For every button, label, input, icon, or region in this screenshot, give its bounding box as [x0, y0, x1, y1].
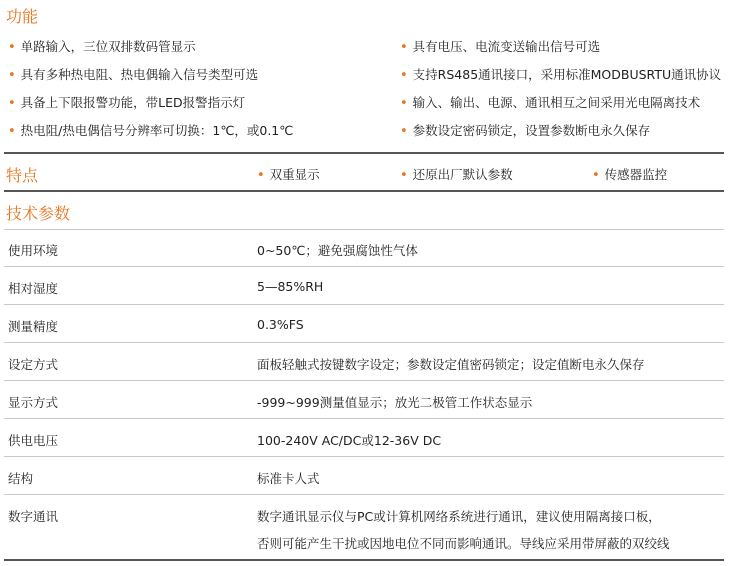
- spec-value: 数字通讯显示仪与PC或计算机网络系统进行通讯，建议使用隔离接口板，: [257, 509, 661, 524]
- row-divider: [4, 418, 724, 419]
- spec-value: 标准卡人式: [257, 471, 320, 486]
- spec-label: 测量精度: [8, 319, 59, 334]
- spec-value: 面板轻触式按键数字设定；参数设定值密码锁定；设定值断电永久保存: [257, 357, 645, 372]
- spec-value: 0.3%FS: [257, 317, 304, 332]
- spec-label: 相对湿度: [8, 281, 59, 296]
- bullet-dot-icon: •: [400, 68, 408, 83]
- bullet-dot-icon: •: [400, 96, 408, 111]
- feature-item: • 单路输入，三位双排数码管显示: [8, 39, 196, 55]
- spec-label: 数字通讯: [8, 509, 59, 524]
- row-divider: [4, 342, 724, 343]
- trait-item: • 还原出厂默认参数: [400, 167, 513, 183]
- feature-item: • 热电阻/热电偶信号分辨率可切换：1℃，或0.1℃: [8, 123, 294, 139]
- feature-item: • 支持RS485通讯接口，采用标准MODBUSRTU通讯协议: [400, 67, 722, 83]
- feature-item: • 输入、输出、电源、通讯相互之间采用光电隔离技术: [400, 95, 701, 111]
- feature-item: • 参数设定密码锁定，设置参数断电永久保存: [400, 123, 651, 139]
- row-divider: [4, 380, 724, 381]
- features-title: 功能: [6, 7, 39, 26]
- spec-label: 设定方式: [8, 357, 59, 372]
- feature-item: • 具有电压、电流变送输出信号可选: [400, 39, 601, 55]
- bullet-dot-icon: •: [8, 40, 16, 55]
- bullet-dot-icon: •: [8, 96, 16, 111]
- bullet-dot-icon: •: [8, 68, 16, 83]
- bullet-dot-icon: •: [400, 124, 408, 139]
- spec-label: 显示方式: [8, 395, 59, 410]
- bullet-dot-icon: •: [400, 40, 408, 55]
- row-divider: [4, 304, 724, 305]
- spec-label: 供电电压: [8, 433, 59, 448]
- bullet-dot-icon: •: [400, 168, 408, 183]
- row-divider: [4, 494, 724, 495]
- bullet-dot-icon: •: [592, 168, 600, 183]
- spec-value: 100-240V AC/DC或12-36V DC: [257, 433, 442, 448]
- spec-value: 0~50℃；避免强腐蚀性气体: [257, 243, 418, 258]
- row-divider: [4, 266, 724, 267]
- spec-value: -999~999测量值显示；放光二极管工作状态显示: [257, 395, 533, 410]
- feature-item: • 具备上下限报警功能，带LED报警指示灯: [8, 95, 246, 111]
- specs-title: 技术参数: [6, 204, 71, 223]
- trait-item: • 传感器监控: [592, 167, 668, 183]
- traits-title: 特点: [6, 166, 39, 185]
- section-divider: [4, 559, 724, 561]
- bullet-dot-icon: •: [8, 124, 16, 139]
- row-divider: [4, 456, 724, 457]
- spec-value-continued: 否则可能产生干扰或因地电位不同而影响通讯。导线应采用带屏蔽的双绞线: [257, 536, 670, 551]
- bullet-dot-icon: •: [257, 168, 265, 183]
- trait-item: • 双重显示: [257, 167, 320, 183]
- row-divider: [4, 229, 724, 230]
- spec-value: 5—85%RH: [257, 279, 324, 294]
- spec-label: 使用环境: [8, 243, 59, 258]
- section-divider: [4, 152, 724, 154]
- spec-label: 结构: [8, 471, 34, 486]
- feature-item: • 具有多种热电阻、热电偶输入信号类型可选: [8, 67, 259, 83]
- section-divider: [4, 190, 724, 192]
